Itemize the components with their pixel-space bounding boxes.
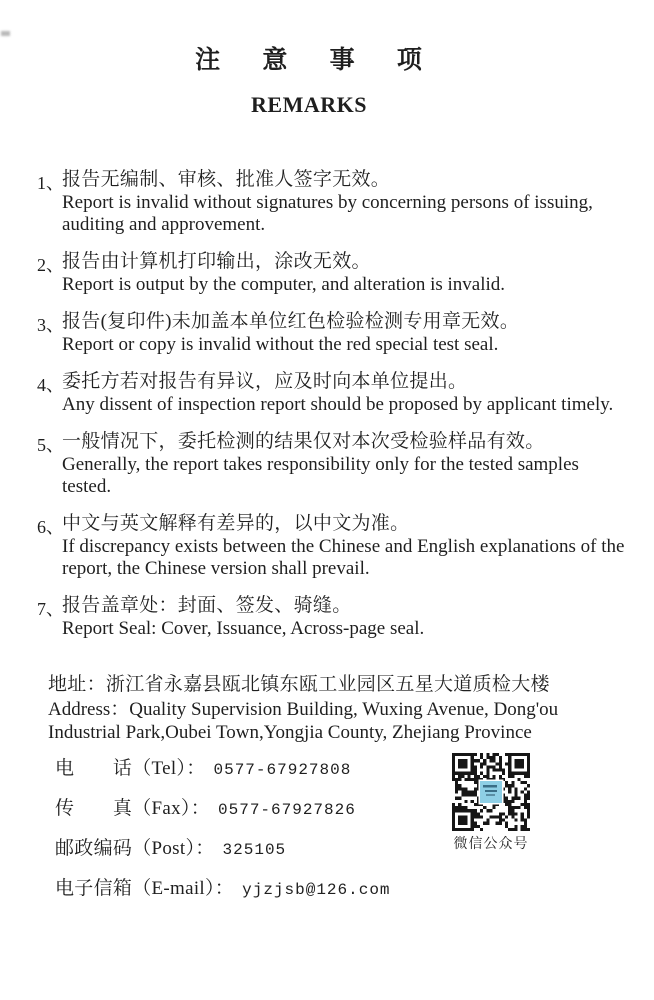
contact-row xyxy=(55,756,445,796)
contact-row xyxy=(55,836,445,876)
contact-value: 0577-67927808 xyxy=(213,761,352,779)
wechat-qr-block xyxy=(452,753,530,853)
contact-row xyxy=(55,796,445,836)
item-number: 6、 xyxy=(37,517,64,537)
contact-label: 邮政编码（Post）： xyxy=(55,838,215,859)
qr-caption: 微信公众号 xyxy=(453,837,529,852)
item-text-zh: 中文与英文解释有差异的，以中文为准。 xyxy=(62,513,410,534)
remark-item xyxy=(37,310,629,356)
contact-value: 0577-67927826 xyxy=(218,801,356,819)
item-text-en: Report Seal: Cover, Issuance, Across-page seal. xyxy=(62,618,425,639)
item-text-en: If discrepancy exists between the Chinese and English explanations of the report, the Chinese version shall prevail. xyxy=(62,536,625,579)
item-text-en: Report or copy is invalid without the red special test seal. xyxy=(62,334,499,355)
wechat-qr-code-icon xyxy=(452,753,530,831)
item-number: 4、 xyxy=(37,375,64,395)
remark-item xyxy=(37,430,629,498)
remark-item xyxy=(37,250,629,296)
item-text-zh: 报告盖章处：封面、签发、骑缝。 xyxy=(62,595,352,616)
remark-item xyxy=(37,168,629,236)
item-text-en: Report is invalid without signatures by concerning persons of issuing, auditing and approvement. xyxy=(62,192,593,235)
contact-label: 电 话（Tel）： xyxy=(55,758,206,779)
contact-label: 电子信箱（E-mail）： xyxy=(55,878,235,899)
item-number: 5、 xyxy=(37,435,64,455)
scan-artifact xyxy=(1,31,10,36)
remarks-list xyxy=(37,168,629,654)
item-text-zh: 报告(复印件)未加盖本单位红色检验检测专用章无效。 xyxy=(62,311,520,332)
page-title: 注 意 事 项 xyxy=(195,47,423,74)
remark-item xyxy=(37,594,629,640)
item-text-en: Any dissent of inspection report should be proposed by applicant timely. xyxy=(62,394,614,415)
item-text-en: Generally, the report takes responsibility only for the tested samples tested. xyxy=(62,454,579,497)
item-text-zh: 一般情况下，委托检测的结果仅对本次受检验样品有效。 xyxy=(62,431,545,452)
contact-label: 传 真（Fax）： xyxy=(55,798,211,819)
item-text-zh: 报告无编制、审核、批准人签字无效。 xyxy=(62,169,391,190)
item-text-en: Report is output by the computer, and alteration is invalid. xyxy=(62,274,506,295)
item-text-zh: 委托方若对报告有异议，应及时向本单位提出。 xyxy=(62,371,468,392)
item-text-zh: 报告由计算机打印输出，涂改无效。 xyxy=(62,251,371,272)
address-text-zh: 地址：浙江省永嘉县瓯北镇东瓯工业园区五星大道质检大楼 xyxy=(48,674,550,695)
contact-block xyxy=(55,756,445,916)
page-subtitle: REMARKS xyxy=(251,92,367,117)
item-number: 7、 xyxy=(37,599,64,619)
item-number: 3、 xyxy=(37,315,64,335)
item-number: 2、 xyxy=(37,255,64,275)
remark-item xyxy=(37,370,629,416)
contact-value: yjzjsb@126.com xyxy=(242,881,391,899)
address-block xyxy=(48,672,626,744)
address-text-en: Address：Quality Supervision Building, Wuxing Avenue, Dong'ou Industrial Park,Oubei Town,Yongjia County, Zhejiang Province xyxy=(48,699,559,743)
contact-row xyxy=(55,876,445,916)
contact-value: 325105 xyxy=(222,841,287,859)
remark-item xyxy=(37,512,629,580)
item-number: 1、 xyxy=(37,173,64,193)
